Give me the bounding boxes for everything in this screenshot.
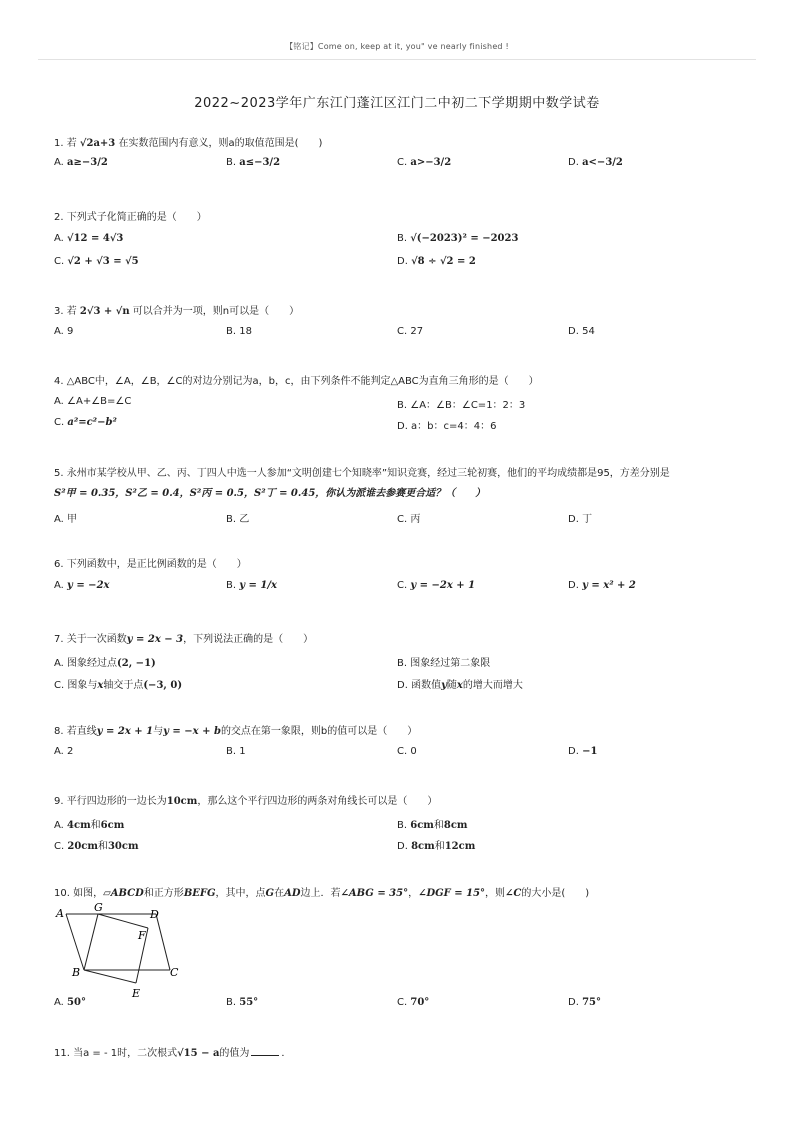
question-7: [54, 633, 754, 691]
q5-option-b[interactable]: B. 乙: [226, 514, 250, 525]
q9-option-d[interactable]: D. 8cm和12cm: [397, 841, 476, 852]
q1-b-text: a≤−3/2: [239, 157, 281, 168]
question-6-stem: 6. 下列函数中，是正比例函数的是（ ）: [54, 559, 247, 570]
q7-option-d[interactable]: D. 函数值y随x的增大而增大: [397, 680, 523, 691]
q5-option-c[interactable]: C. 丙: [397, 514, 421, 525]
fig-line-ab: [66, 914, 84, 970]
q6-option-b[interactable]: B. y = 1/x: [226, 580, 277, 591]
question-2-stem: 2. 下列式子化简正确的是（ ）: [54, 212, 207, 223]
q8-option-d[interactable]: D. −1: [568, 746, 598, 757]
q1-rest: 在实数范围内有意义，则a的取值范围是( ): [118, 138, 323, 149]
q9-option-c[interactable]: C. 20cm和30cm: [54, 841, 139, 852]
q9-option-a[interactable]: A. 4cm和6cm: [54, 820, 125, 831]
q3-option-a[interactable]: A. 9: [54, 326, 74, 337]
question-4-stem: 4. △ABC中，∠A，∠B，∠C的对边分别记为a，b，c，由下列条件不能判定△ABC为直角三角形的是（ ）: [54, 376, 539, 387]
question-5-line2: S²甲 = 0.35，S²乙 = 0.4，S²丙 = 0.5，S²丁 = 0.45，你认为派谁去参赛更合适？（ ）: [54, 488, 486, 499]
q2-option-a[interactable]: A. √12 = 4√3: [54, 233, 124, 244]
q1-num: 1. 若: [54, 138, 77, 149]
fig-label-b: B: [72, 966, 81, 979]
q1-expr: √2a+3: [79, 138, 116, 149]
q4-option-c[interactable]: C. a²=c²−b²: [54, 417, 117, 428]
fig-label-a: A: [56, 907, 64, 920]
question-7-stem: 7. 关于一次函数y = 2x − 3，下列说法正确的是（ ）: [54, 634, 314, 645]
q5-option-a[interactable]: A. 甲: [54, 514, 78, 525]
q1-option-b[interactable]: B. a≤−3/2: [226, 157, 281, 168]
q7-expr: y = 2x − 3: [126, 634, 184, 645]
fig-label-e: E: [132, 987, 141, 999]
q1-option-a[interactable]: A. a≥−3/2: [54, 157, 108, 168]
question-8-stem: 8. 若直线y = 2x + 1与y = −x + b的交点在第一象限，则b的值可以是（ ）: [54, 726, 418, 737]
q1-option-c[interactable]: C. a>−3/2: [397, 157, 452, 168]
q3-expr: 2√3 + √n: [79, 306, 130, 317]
question-4: [54, 375, 754, 432]
question-11: [54, 1047, 754, 1061]
fig-label-f: F: [138, 929, 146, 942]
page-title: 2022~2023学年广东江门蓬江区江门二中初二下学期期中数学试卷: [194, 96, 600, 111]
q7-option-a[interactable]: A. 图象经过点(2, −1): [54, 658, 156, 669]
question-8: [54, 725, 754, 757]
q1-a-text: a≥−3/2: [67, 157, 108, 168]
q4-option-d[interactable]: D. a：b：c=4：4：6: [397, 421, 497, 432]
question-10-stem: 10. 如图，▱ABCD和正方形BEFG，其中，点G在AD边上．若∠ABG = 35°，∠DGF = 15°，则∠C的大小是( ): [54, 888, 590, 899]
q10-option-d[interactable]: D. 75°: [568, 997, 601, 1008]
q7-option-b[interactable]: B. 图象经过第二象限: [397, 658, 491, 669]
question-5-stem: 5. 永州市某学校从甲、乙、丙、丁四人中选一人参加“文明创建七个知晓率”知识竞赛，经过三轮初赛，他们的平均成绩都是95，方差分别是: [54, 468, 670, 479]
fig-label-c: C: [170, 966, 179, 979]
q10-figure: [54, 901, 189, 999]
question-9: [54, 795, 754, 852]
question-9-stem: 9. 平行四边形的一边长为10cm，那么这个平行四边形的两条对角线长可以是（ ）: [54, 796, 438, 807]
question-1-stem: [54, 137, 754, 151]
q3-option-b[interactable]: B. 18: [226, 326, 252, 337]
q8-option-b[interactable]: B. 1: [226, 746, 246, 757]
answer-blank[interactable]: [251, 1055, 279, 1056]
q5-option-d[interactable]: D. 丁: [568, 514, 593, 525]
question-3: [54, 305, 754, 337]
header-note: 【铭记】Come on, keep at it, you" ve nearly finished !: [285, 42, 509, 51]
q1-d-text: a<−3/2: [582, 157, 623, 168]
question-10: [54, 887, 754, 1008]
header-divider: [38, 59, 756, 60]
q6-option-a[interactable]: A. y = −2x: [54, 580, 110, 591]
fig-line-be: [84, 970, 136, 983]
q6-option-d[interactable]: D. y = x² + 2: [568, 580, 636, 591]
fig-label-d: D: [150, 908, 159, 921]
q4-option-a[interactable]: A. ∠A+∠B=∠C: [54, 396, 132, 407]
fig-line-gb: [84, 914, 98, 970]
q4-option-b[interactable]: B. ∠A：∠B：∠C=1：2：3: [397, 400, 526, 411]
q3-option-c[interactable]: C. 27: [397, 326, 424, 337]
q9-option-b[interactable]: B. 6cm和8cm: [397, 820, 468, 831]
fig-line-dc: [156, 914, 170, 970]
fig-line-gf: [98, 914, 148, 928]
q10-option-a[interactable]: A. 50°: [54, 997, 86, 1008]
q6-option-c[interactable]: C. y = −2x + 1: [397, 580, 476, 591]
q1-option-d[interactable]: D. a<−3/2: [568, 157, 623, 168]
q2-option-d[interactable]: D. √8 ÷ √2 = 2: [397, 256, 476, 267]
question-6: [54, 558, 754, 591]
q3-option-d[interactable]: D. 54: [568, 326, 595, 337]
q10-option-c[interactable]: C. 70°: [397, 997, 430, 1008]
question-3-stem: 3. 若 2√3 + √n 可以合并为一项，则n可以是（ ）: [54, 306, 300, 317]
q2-option-b[interactable]: B. √(−2023)² = −2023: [397, 233, 519, 244]
question-11-stem: 11. 当a = - 1时，二次根式√15 − a的值为 ．: [54, 1048, 292, 1059]
q8-option-c[interactable]: C. 0: [397, 746, 417, 757]
question-2: [54, 211, 754, 267]
question-1: [54, 137, 754, 168]
q1-c-text: a>−3/2: [410, 157, 452, 168]
q2-option-c[interactable]: C. √2 + √3 = √5: [54, 256, 139, 267]
fig-label-g: G: [94, 901, 103, 914]
question-5: [54, 467, 754, 525]
q7-option-c[interactable]: C. 图象与x轴交于点(−3, 0): [54, 680, 183, 691]
q8-option-a[interactable]: A. 2: [54, 746, 74, 757]
q10-option-b[interactable]: B. 55°: [226, 997, 259, 1008]
